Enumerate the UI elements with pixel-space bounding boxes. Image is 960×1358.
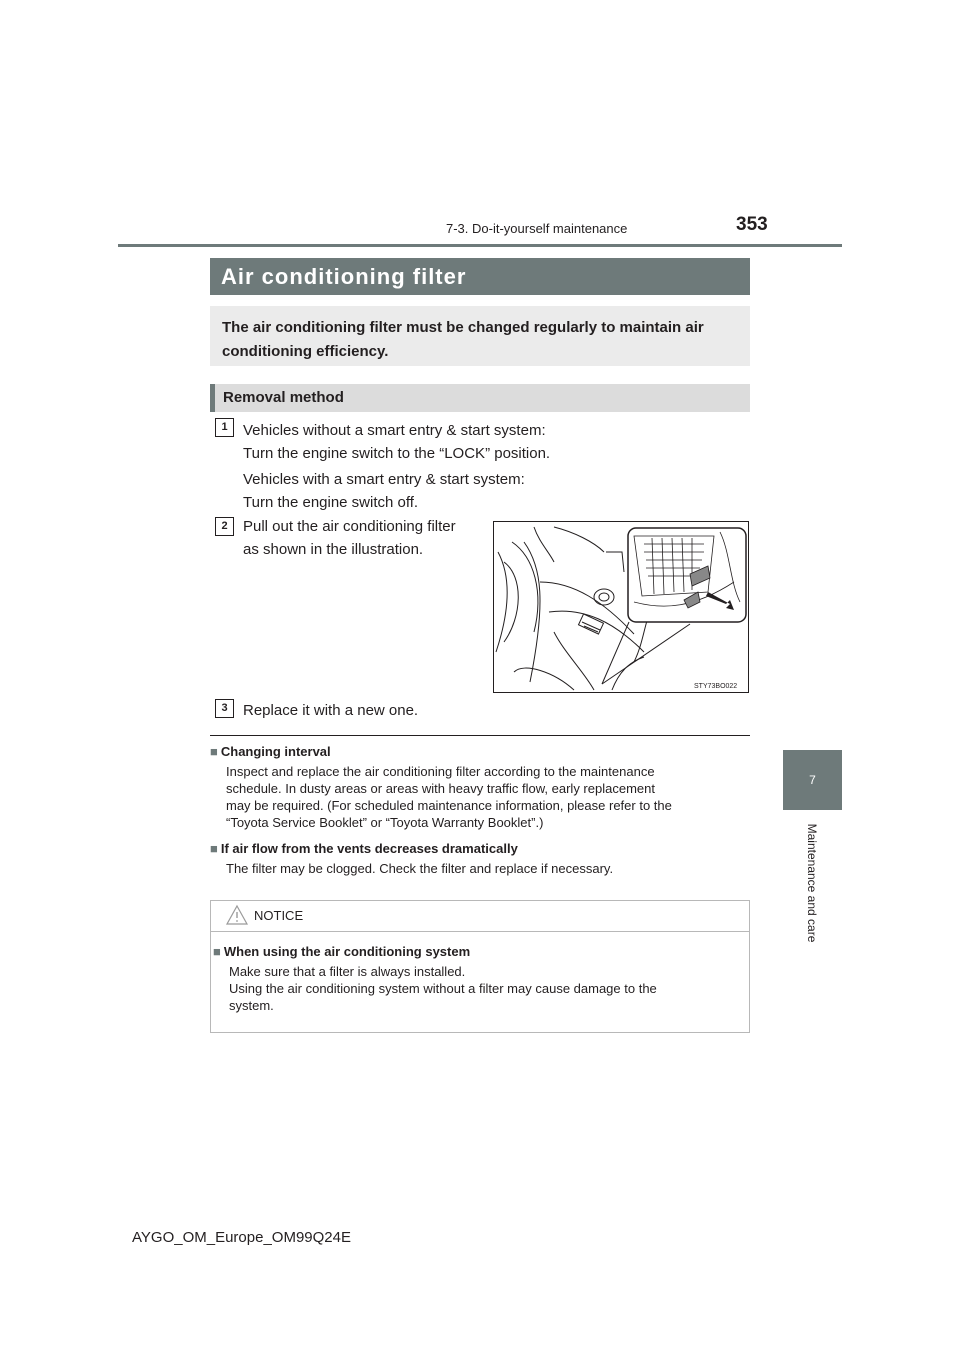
notice-content — [213, 944, 743, 1014]
note-air-flow — [210, 841, 744, 877]
page-title: Air conditioning filter — [210, 258, 750, 295]
notice-body — [229, 963, 743, 1014]
illustration-code: STY73BO022 — [694, 683, 738, 690]
section-title: 7-3. Do-it-yourself maintenance — [446, 221, 628, 236]
notice-box — [210, 900, 750, 1033]
notice-title-text: When using the air conditioning system — [223, 944, 471, 959]
note-title-text: Changing interval — [220, 744, 331, 759]
note-changing-interval — [210, 744, 744, 831]
step-1-text — [243, 419, 550, 514]
note-body — [226, 860, 744, 877]
dashboard-illustration-icon — [494, 522, 748, 692]
note-title — [210, 744, 744, 759]
notes-divider — [210, 735, 750, 736]
note-title-text: If air flow from the vents decreases dramatically — [220, 841, 518, 856]
notice-line: Using the air conditioning system without a filter may cause damage to the — [229, 981, 657, 996]
step-1-line: Turn the engine switch off. — [243, 494, 419, 511]
step-1-line: Vehicles without a smart entry & start system: — [243, 422, 546, 439]
note-body — [226, 763, 744, 831]
header-divider — [118, 244, 842, 247]
notice-line: system. — [229, 998, 274, 1013]
document-footer: AYGO_OM_Europe_OM99Q24E — [132, 1229, 351, 1246]
note-line: may be required. (For scheduled maintenance information, please refer to the — [226, 798, 672, 813]
intro-text: The air conditioning filter must be changed regularly to maintain air conditioning efficiency. — [222, 319, 704, 360]
notice-line: Make sure that a filter is always installed. — [229, 964, 466, 979]
step-2-line: as shown in the illustration. — [243, 541, 424, 558]
square-bullet-icon: ■ — [213, 944, 221, 959]
chapter-tab: 7 — [783, 750, 842, 810]
step-2-text — [243, 515, 456, 561]
step-1-line: Vehicles with a smart entry & start system: — [243, 471, 525, 488]
note-line: “Toyota Service Booklet” or “Toyota Warranty Booklet”.) — [226, 815, 544, 830]
step-number-3: 3 — [215, 699, 234, 718]
notice-title — [213, 944, 743, 959]
warning-triangle-icon — [225, 904, 249, 926]
step-2-line: Pull out the air conditioning filter — [243, 518, 456, 535]
notice-header — [211, 901, 749, 932]
note-title — [210, 841, 744, 856]
note-line: Inspect and replace the air conditioning filter according to the maintenance — [226, 764, 655, 779]
note-line: schedule. In dusty areas or areas with heavy traffic flow, early replacement — [226, 781, 655, 796]
intro-box — [210, 306, 750, 366]
removal-method-heading: Removal method — [210, 384, 750, 412]
page-number: 353 — [736, 214, 768, 235]
square-bullet-icon: ■ — [210, 841, 218, 856]
step-1-line: Turn the engine switch to the “LOCK” position. — [243, 445, 551, 462]
step-number-2: 2 — [215, 517, 234, 536]
notice-label: NOTICE — [254, 908, 304, 923]
note-line: The filter may be clogged. Check the filter and replace if necessary. — [226, 861, 614, 876]
step-3-text: Replace it with a new one. — [243, 702, 419, 719]
chapter-tab-label: Maintenance and care — [805, 823, 819, 943]
filter-removal-illustration — [493, 521, 749, 693]
square-bullet-icon: ■ — [210, 744, 218, 759]
step-number-1: 1 — [215, 418, 234, 437]
